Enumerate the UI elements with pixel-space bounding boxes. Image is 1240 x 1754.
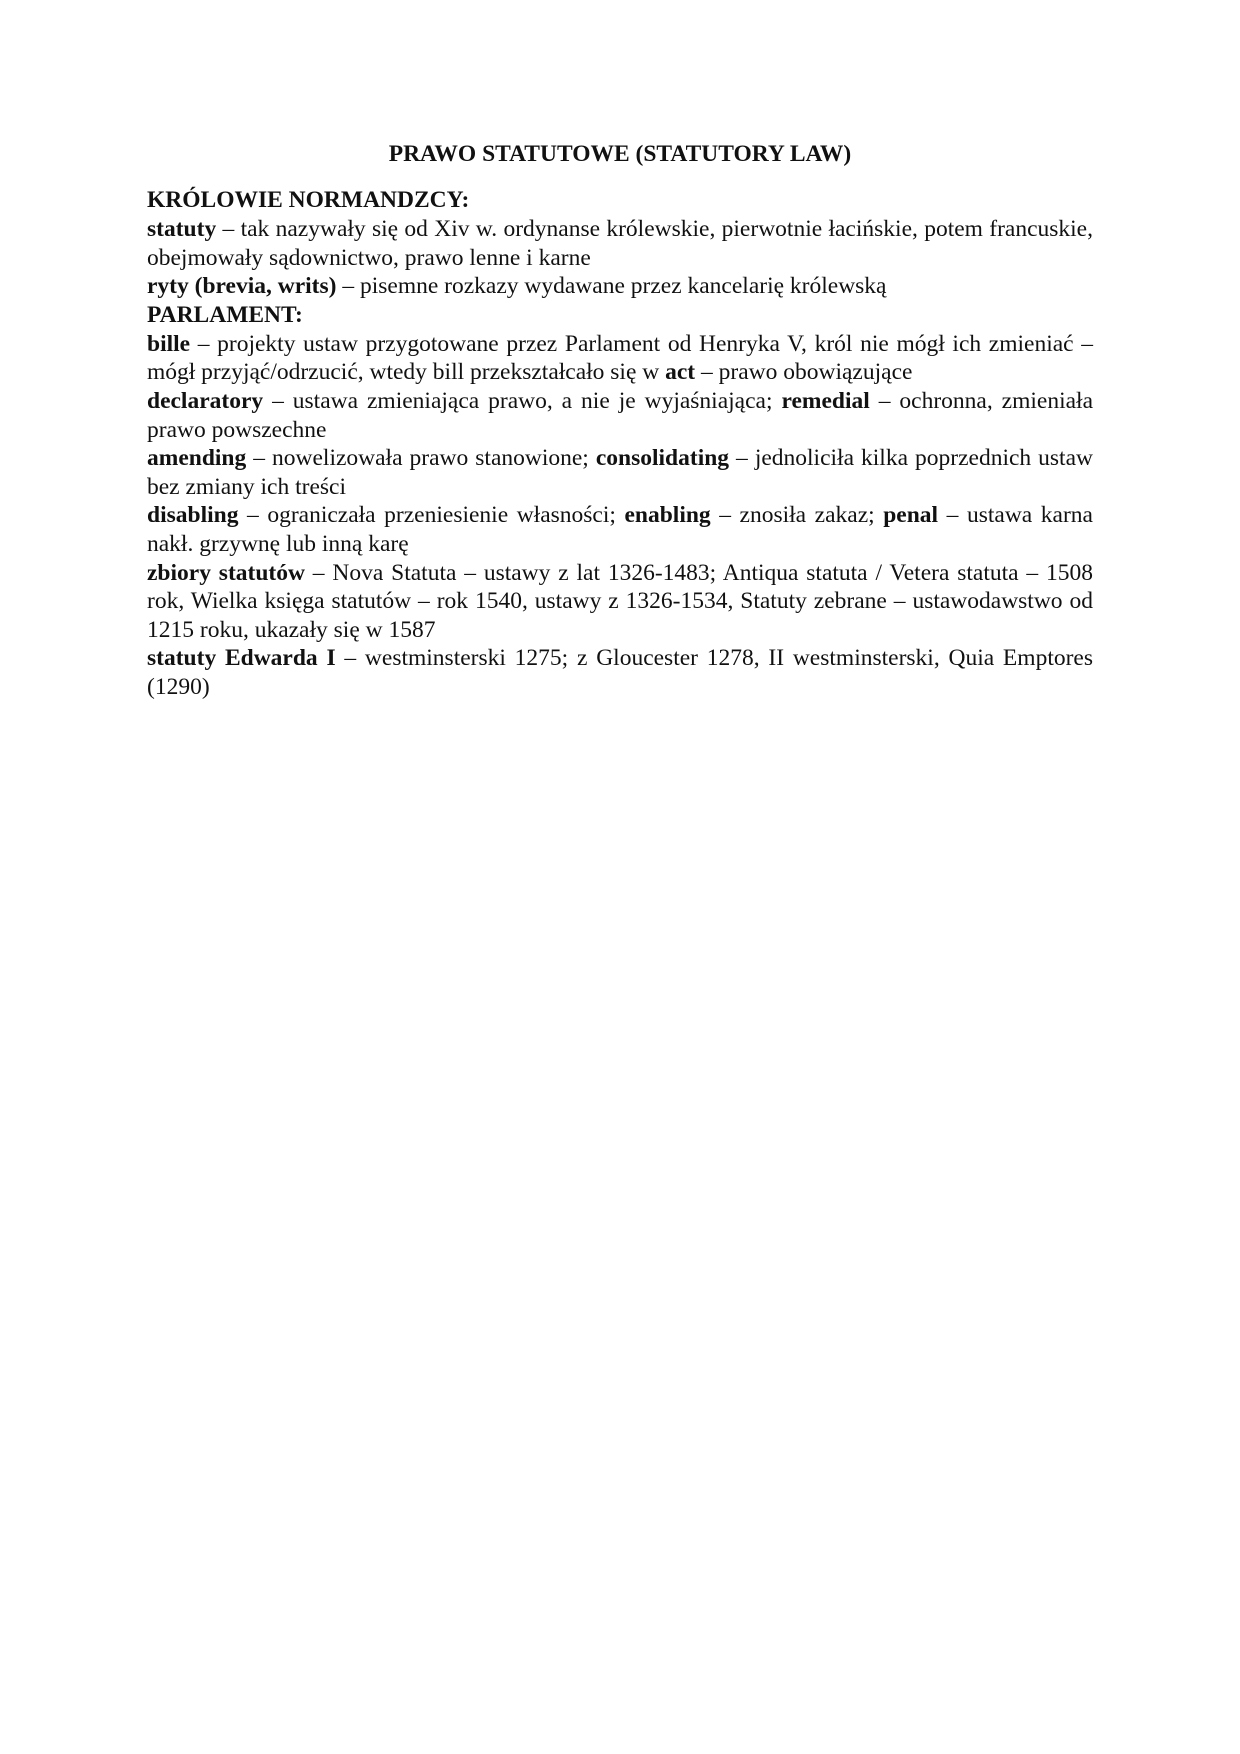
definition: – jednoliciła kilka poprzednich ustaw bez zmiany ich treści — [147, 445, 1093, 500]
paragraph-zbiory-statutow — [147, 559, 1093, 645]
term: amending — [147, 445, 247, 472]
paragraph-statuty-edwarda — [147, 644, 1093, 701]
paragraph-bille — [147, 330, 1093, 387]
definition: – projekty ustaw przygotowane przez Parlament od Henryka V, król nie mógł ich zmieniać – mógł przyjąć/odrzucić, wtedy bill przekształcało się w — [147, 330, 1093, 386]
paragraph-disabling — [147, 501, 1093, 558]
section-krolowie-normandzcy — [147, 186, 1093, 301]
section-heading: KRÓLOWIE NORMANDZCY: — [147, 187, 470, 213]
document-title: PRAWO STATUTOWE (STATUTORY LAW) — [388, 141, 852, 167]
definition: – westminsterski 1275; z Gloucester 1278, II westminsterski, Quia Emptores (1290) — [147, 645, 1093, 700]
section-heading: PARLAMENT: — [147, 301, 303, 328]
definition: – ustawa zmieniająca prawo, a nie je wyjaśniająca; — [263, 387, 782, 414]
definition: – ustawa karna nakł. grzywnę lub inną karę — [147, 502, 1093, 557]
term: remedial — [781, 387, 870, 414]
term: disabling — [147, 502, 239, 529]
definition: – tak nazywały się od Xiv w. ordynanse królewskie, pierwotnie łacińskie, potem francuskie, obejmowały sądownictwo, prawo lenne i karne — [147, 216, 1093, 271]
term: statuty — [147, 216, 217, 242]
definition: – Nova Statuta – ustawy z lat 1326-1483; Antiqua statuta / Vetera statuta – 1508 rok, Wielka księga statutów – rok 1540, ustawy z 1326-1534, Statuty zebrane – ustawodawstwo od 1215 roku, ukazały się w 1587 — [147, 559, 1094, 643]
paragraph-amending — [147, 444, 1093, 501]
definition: – ochronna, zmieniała prawo powszechne — [147, 387, 1093, 443]
term: zbiory statutów — [147, 559, 305, 586]
paragraph-statuty — [147, 215, 1093, 272]
term: consolidating — [595, 445, 730, 472]
term: act — [665, 359, 696, 386]
term: penal — [883, 502, 939, 529]
paragraph-declaratory — [147, 387, 1093, 444]
section-parlament — [147, 301, 1093, 702]
term: bille — [147, 330, 191, 357]
definition: – prawo obowiązujące — [695, 359, 913, 386]
term: statuty Edwarda I — [147, 645, 336, 672]
term: declaratory — [147, 387, 264, 414]
paragraph-ryty — [147, 272, 1093, 301]
term: ryty (brevia, writs) — [147, 273, 337, 300]
term: enabling — [624, 502, 711, 529]
document-page — [147, 140, 1093, 702]
definition: – nowelizowała prawo stanowione; — [246, 445, 596, 472]
definition: – znosiła zakaz; — [710, 502, 884, 529]
definition: – pisemne rozkazy wydawane przez kancelarię królewską — [336, 273, 887, 300]
definition: – ograniczała przeniesienie własności; — [238, 502, 625, 529]
